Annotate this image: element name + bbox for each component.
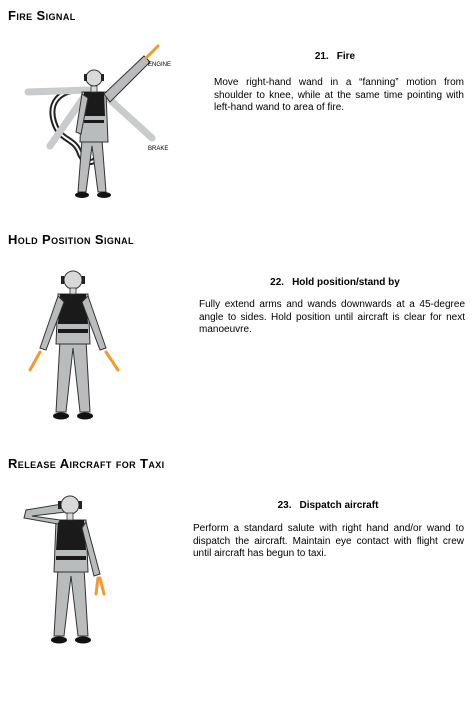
wand xyxy=(96,578,98,594)
signal-name: Hold position/stand by xyxy=(292,277,400,288)
head xyxy=(64,271,82,289)
signal-title-21 xyxy=(200,51,470,62)
signal-number: 21. xyxy=(314,51,329,62)
signal-number: 22. xyxy=(270,277,285,288)
section-heading-hold-position: Hold Position Signal xyxy=(8,232,134,247)
signal-name: Fire xyxy=(336,51,356,62)
brake-label: BRAKE xyxy=(148,146,169,152)
signal-number: 23. xyxy=(277,500,292,511)
wand xyxy=(146,46,158,58)
head xyxy=(86,70,102,86)
engine-label: ENGINE xyxy=(148,62,172,68)
wand xyxy=(100,578,104,594)
signal-title-22 xyxy=(200,277,470,288)
safety-vest xyxy=(56,520,86,550)
hold-position-illustration xyxy=(18,266,130,426)
signal-description-22: Fully extend arms and wands downwards at a 45-degree angle to sides. Hold position until aircraft is clear for next manoeuvre. xyxy=(199,299,465,336)
signal-description-23: Perform a standard salute with right hand and/or wand to dispatch the aircraft. Maintain eye contact with flight crew until aircraft has begun to taxi. xyxy=(193,523,464,560)
dispatch-aircraft-illustration xyxy=(20,490,130,652)
signal-title-23 xyxy=(200,500,456,511)
safety-vest xyxy=(58,294,88,324)
head xyxy=(61,496,79,514)
signal-name: Dispatch aircraft xyxy=(299,500,379,511)
section-heading-release-aircraft: Release Aircraft for Taxi xyxy=(8,456,165,471)
signal-description-21: Move right-hand wand in a “fanning” motion from shoulder to knee, while at the same time pointing with left-hand wand to area of fire. xyxy=(214,77,464,114)
fire-signal-illustration xyxy=(20,42,170,204)
section-heading-fire-signal: Fire Signal xyxy=(8,8,76,23)
wand xyxy=(106,352,118,370)
wand xyxy=(30,352,40,370)
